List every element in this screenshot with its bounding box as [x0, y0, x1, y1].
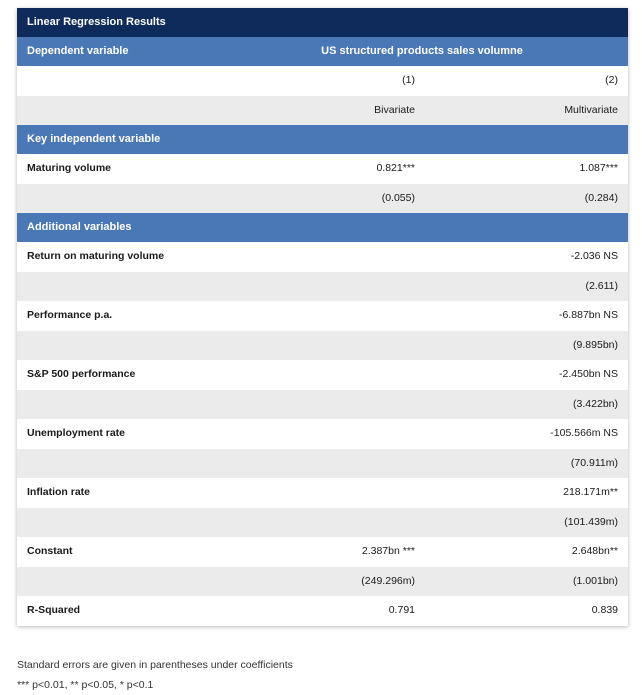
coef-col1: 0.821*** — [376, 162, 415, 174]
coef-col2: 0.839 — [591, 604, 618, 616]
se-col2: (70.911m) — [570, 456, 618, 469]
note-significance: *** p<0.01, ** p<0.05, * p<0.1 — [17, 679, 154, 691]
coef-col1: 2.387bn *** — [361, 545, 415, 557]
column-1-number: (1) — [402, 74, 415, 86]
coef-col2: -2.036 NS — [570, 250, 618, 262]
table-row — [17, 567, 628, 597]
coef-col1: 0.791 — [388, 604, 415, 616]
dependent-variable-label: Dependent variable — [27, 45, 129, 57]
coef-col2: -6.887bn NS — [559, 309, 618, 321]
table-row — [17, 154, 628, 184]
se-col2: (0.284) — [584, 191, 618, 204]
table-row — [17, 242, 628, 272]
row-label: Performance p.a. — [27, 309, 113, 321]
table-row — [17, 478, 628, 508]
coef-col2: 218.171m** — [563, 486, 618, 498]
table-row — [17, 537, 628, 567]
note-standard-errors: Standard errors are given in parentheses under coefficients — [17, 659, 293, 671]
row-label: Inflation rate — [27, 486, 91, 498]
table-row — [17, 508, 628, 538]
row-label: S&P 500 performance — [27, 368, 136, 380]
row-label: Return on maturing volume — [27, 250, 165, 262]
se-col2: (3.422bn) — [573, 397, 618, 410]
table-row — [17, 360, 628, 390]
section-additional-variables: Additional variables — [17, 213, 628, 242]
table-notes — [17, 655, 293, 695]
table-row — [17, 419, 628, 449]
regression-table — [17, 8, 628, 626]
table-row — [17, 390, 628, 420]
table-row — [17, 301, 628, 331]
coef-col2: 2.648bn** — [571, 545, 618, 557]
se-col1: (0.055) — [381, 191, 415, 204]
table-title: Linear Regression Results — [17, 8, 628, 37]
row-label: R-Squared — [27, 604, 81, 616]
column-2-number: (2) — [605, 74, 618, 86]
row-label: Maturing volume — [27, 162, 112, 174]
column-number-row — [17, 66, 628, 96]
se-col2: (2.611) — [585, 279, 618, 292]
column-1-type: Bivariate — [374, 103, 415, 116]
se-col2: (9.895bn) — [573, 338, 618, 351]
se-col2: (101.439m) — [564, 515, 618, 528]
coef-col2: 1.087*** — [579, 162, 618, 174]
section-key-independent: Key independent variable — [17, 125, 628, 154]
table-row — [17, 331, 628, 361]
table-row — [17, 596, 628, 626]
se-col1: (249.296m) — [361, 574, 415, 587]
column-2-type: Multivariate — [564, 103, 618, 116]
row-label: Constant — [27, 545, 73, 557]
table-row — [17, 184, 628, 214]
se-col2: (1.001bn) — [573, 574, 618, 587]
dependent-variable-header — [17, 37, 628, 66]
row-label: Unemployment rate — [27, 427, 126, 439]
coef-col2: -105.566m NS — [550, 427, 618, 439]
column-type-row — [17, 96, 628, 126]
table-row — [17, 272, 628, 302]
table-row — [17, 449, 628, 479]
dependent-variable-value: US structured products sales volumne — [321, 45, 523, 57]
coef-col2: -2.450bn NS — [559, 368, 618, 380]
